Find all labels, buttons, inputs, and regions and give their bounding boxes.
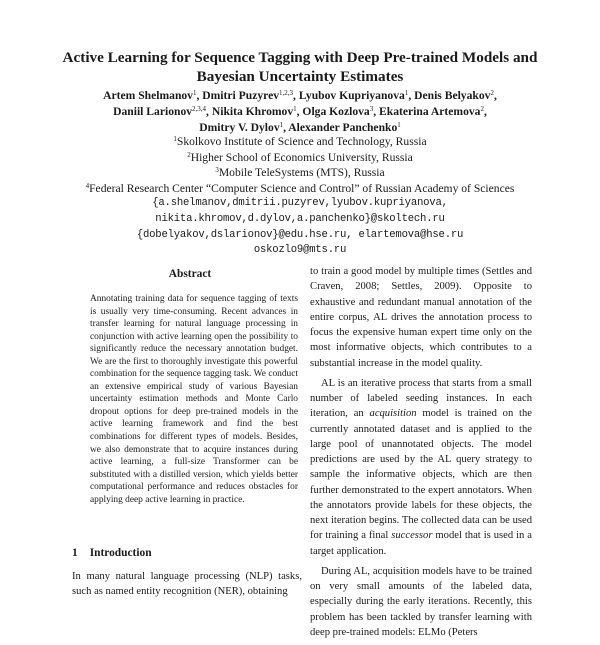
affiliation: $^1$Skolkovo Institute of Science and Technology, Russia	[173, 135, 427, 148]
affiliation: $^3$Mobile TeleSystems (MTS), Russia	[215, 166, 385, 180]
author: Artem Shelmanov$^1$	[103, 89, 197, 102]
affiliation-block	[40, 134, 560, 259]
email-line: oskozlo9@mts.ru	[253, 244, 347, 257]
paragraph: AL is an iterative process that starts from a small number of labeled seeding instances. In each iteration, an acquisition model is trained on the currently annotated dataset and is applied to the large pool of unannotated objects. The model predictions are used by the AL query strategy to sample the informative objects, which are then further demonstrated to the expert annotators. When the annotators provide labels for these objects, the next iteration begins. The collected data can be used for training a final successor model that is used in a target application.	[310, 377, 532, 557]
section-heading	[72, 547, 152, 559]
right-column	[310, 264, 532, 645]
paragraph: During AL, acquisition models have to be trained on very small amounts of the labeled data, especially during the early iterations. Recently, this problem has been tackled by transfer learning with deep pre-trained models: ELMo (Peters	[310, 565, 532, 638]
section-number: 1	[72, 547, 78, 559]
author: Olga Kozlova$^3$	[302, 104, 374, 118]
author: Nikita Khromov$^1$	[211, 104, 297, 118]
affiliation: $^4$Federal Research Center “Computer Science and Control” of Russian Academy of Sciences	[85, 181, 515, 195]
author-list: Artem Shelmanov$^1$, Dmitri Puzyrev$^{1,2,3}$, Lyubov Kupriyanova$^1$, Denis Belyakov$^2$, Daniil Larionov$^{2,3,4}$, Nikita Khromov$^1$, Olga Kozlova$^3$, Ekaterina Artemova$^2$, Dmitry V. Dylov$^1$, Alexander Panchenko$^1$	[103, 89, 497, 134]
author: Alexander Panchenko$^1$	[288, 120, 401, 134]
author: Denis Belyakov$^2$	[414, 89, 494, 102]
email-line: {dobelyakov,dslarionov}@edu.hse.ru, elartemova@hse.ru	[136, 228, 464, 241]
intro-paragraph: In many natural language processing (NLP) tasks, such as named entity recognition (NER), obtaining	[72, 571, 302, 598]
author: Dmitri Puzyrev$^{1,2,3}$	[202, 89, 294, 102]
author: Lyubov Kupriyanova$^1$	[298, 89, 409, 102]
email-line: {a.shelmanov,dmitrii.puzyrev,lyubov.kupriyanova,	[152, 197, 448, 210]
author: Ekaterina Artemova$^2$	[379, 104, 484, 118]
abstract-text: Annotating training data for sequence tagging of texts is usually very time-consuming. Recent advances in transfer learning for natural language processing in conjunction with active learning open the possibility to significantly reduce the necessary annotation budget. We are the first to thoroughly investigate this powerful combination for the sequence tagging task. We conduct an extensive empirical study of various Bayesian uncertainty estimation methods and Monte Carlo dropout options for deep pre-trained models in the active learning framework and find the best combinations for different types of models. Besides, we also demonstrate that to acquire instances during active learning, a full-size Transformer can be substituted with a distilled version, which yields better computational performance and reduces obstacles for applying deep active learning in practice.	[90, 294, 298, 505]
author: Dmitry V. Dylov$^1$	[199, 120, 284, 134]
section-title: Introduction	[89, 547, 152, 559]
paragraph: to train a good model by multiple times (Settles and Craven, 2008; Settles, 2009). Opposite to exhaustive and redundant manual annotation of the entire corpus, AL drives the annotation process to focus the expensive human expert time only on the most informative objects, which contributes to a substantial increase in the model quality.	[310, 266, 532, 369]
email-line: nikita.khromov,d.dylov,a.panchenko}@skoltech.ru	[155, 212, 445, 225]
abstract-heading: Abstract	[168, 268, 212, 280]
author: Daniil Larionov$^{2,3,4}$	[113, 104, 207, 118]
affiliation: $^2$Higher School of Economics University, Russia	[187, 150, 413, 164]
paper-title: Active Learning for Sequence Tagging with Deep Pre-trained Models and Bayesian Uncertainty Estimates	[62, 49, 538, 85]
